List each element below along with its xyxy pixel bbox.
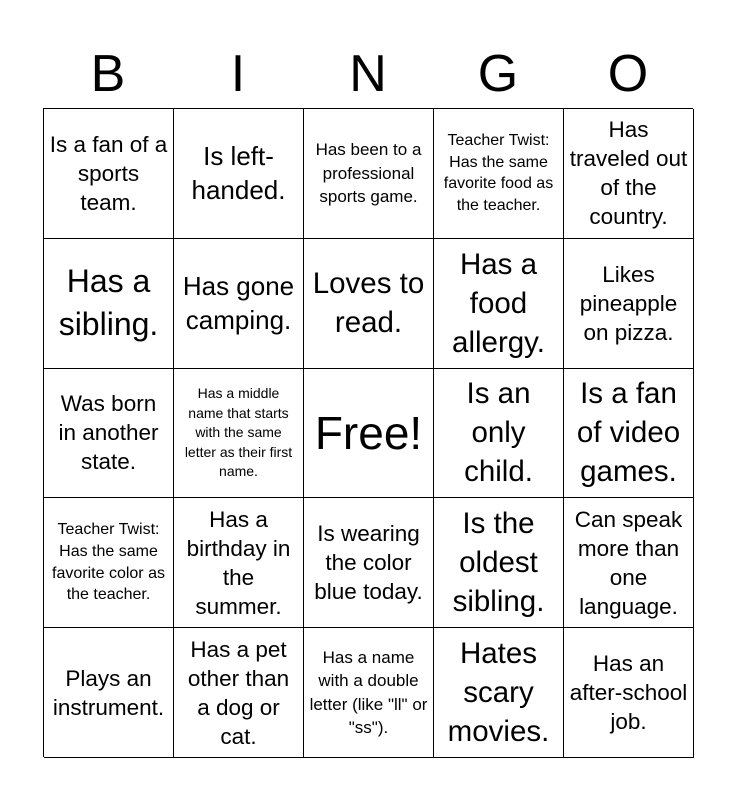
bingo-cell[interactable]	[174, 239, 304, 369]
cell-text: Has a sibling.	[58, 263, 159, 343]
bingo-cell[interactable]	[44, 628, 174, 758]
cell-text: Has been to a professional sports game.	[315, 140, 422, 207]
bingo-cell[interactable]	[174, 628, 304, 758]
bingo-header	[43, 40, 693, 108]
header-letter-b: B	[90, 45, 126, 103]
bingo-cell[interactable]	[564, 239, 694, 369]
bingo-cell teacher-twist[interactable]	[44, 498, 174, 628]
bingo-cell teacher-twist[interactable]	[434, 109, 564, 239]
cell-text: Is left-handed.	[191, 141, 286, 206]
cell-text: Plays an instrument.	[52, 665, 165, 720]
cell-text: Loves to read.	[312, 267, 425, 340]
free-cell[interactable]	[304, 369, 434, 499]
bingo-cell[interactable]	[434, 239, 564, 369]
bingo-cell[interactable]	[44, 109, 174, 239]
cell-text: Has a name with a double letter (like "ll" or "ss").	[309, 647, 428, 738]
header-letter-g: G	[477, 45, 519, 103]
cell-text: Teacher Twist: Has the same favorite color as the teacher.	[52, 521, 165, 604]
bingo-cell[interactable]	[564, 369, 694, 499]
cell-text: Has a middle name that starts with the same letter as their first name.	[184, 385, 293, 480]
bingo-cell[interactable]	[304, 628, 434, 758]
cell-text: Likes pineapple on pizza.	[579, 261, 678, 345]
bingo-cell[interactable]	[44, 369, 174, 499]
header-letter-o: O	[607, 45, 649, 103]
cell-text: Teacher Twist: Has the same favorite food as the teacher.	[443, 131, 554, 215]
header-letter-i: I	[230, 45, 246, 103]
cell-text: Has a food allergy.	[452, 247, 545, 359]
cell-text: Can speak more than one language.	[574, 506, 683, 619]
cell-text: Has an after-school job.	[569, 651, 688, 735]
cell-text: Hates scary movies.	[447, 637, 550, 749]
cell-text: Is a fan of video games.	[576, 377, 681, 489]
cell-text: Was born in another state.	[58, 391, 159, 475]
cell-text: Free!	[314, 406, 423, 459]
cell-text: Has a birthday in the summer.	[186, 506, 291, 619]
cell-text: Has traveled out of the country.	[569, 117, 688, 230]
bingo-cell[interactable]	[564, 628, 694, 758]
cell-text: Is wearing the color blue today.	[314, 521, 423, 605]
bingo-cell[interactable]	[434, 628, 564, 758]
bingo-cell[interactable]	[304, 109, 434, 239]
bingo-cell[interactable]	[304, 498, 434, 628]
bingo-cell[interactable]	[304, 239, 434, 369]
cell-text: Is an only child.	[464, 377, 533, 489]
bingo-cell[interactable]	[174, 109, 304, 239]
bingo-cell[interactable]	[434, 498, 564, 628]
cell-text: Has gone camping.	[182, 271, 295, 336]
cell-text: Is the oldest sibling.	[452, 507, 545, 619]
header-letter-n: N	[349, 45, 387, 103]
bingo-cell[interactable]	[564, 109, 694, 239]
bingo-cell[interactable]	[174, 369, 304, 499]
bingo-cell[interactable]	[174, 498, 304, 628]
bingo-cell[interactable]	[434, 369, 564, 499]
bingo-cell[interactable]	[564, 498, 694, 628]
bingo-grid	[43, 108, 693, 757]
bingo-cell[interactable]	[44, 239, 174, 369]
cell-text: Is a fan of a sports team.	[49, 131, 168, 215]
cell-text: Has a pet other than a dog or cat.	[187, 636, 290, 749]
